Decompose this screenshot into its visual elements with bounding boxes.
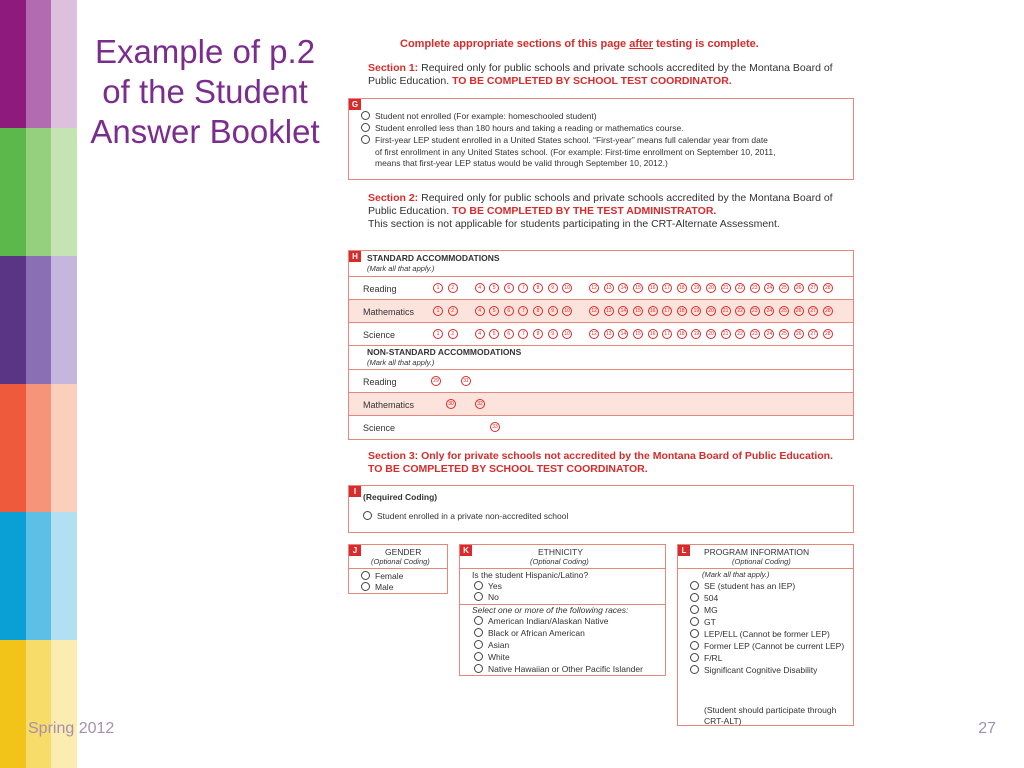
radio-icon[interactable] — [361, 571, 370, 580]
accommodation-bubble[interactable]: 6 — [504, 283, 514, 293]
stripe-cell — [26, 512, 52, 640]
accommodation-row — [349, 322, 853, 345]
scd-note-line-1: (Student should participate through — [704, 705, 837, 715]
box-l-tag: L — [678, 545, 690, 556]
box-h — [348, 250, 854, 440]
accommodation-bubble[interactable]: 1 — [433, 306, 443, 316]
accommodation-bubble[interactable]: 14 — [618, 329, 628, 339]
section-2-label: Section 2: — [368, 192, 419, 204]
divider — [349, 345, 853, 346]
accommodation-bubble[interactable]: 14 — [618, 283, 628, 293]
accommodation-bubble[interactable]: 26 — [794, 283, 804, 293]
box-i — [348, 485, 854, 533]
box-l — [677, 544, 854, 726]
stripe-cell — [26, 256, 52, 384]
accommodation-bubble[interactable]: 1 — [433, 283, 443, 293]
stripe-cell — [51, 640, 77, 768]
accommodation-bubble[interactable]: 13 — [604, 283, 614, 293]
scd-note-line-2: CRT-ALT) — [704, 716, 742, 726]
accommodation-bubble[interactable]: 12 — [589, 329, 599, 339]
hispanic-question: Is the student Hispanic/Latino? — [472, 570, 589, 580]
gender-sub: (Optional Coding) — [371, 557, 430, 566]
row-label: Reading — [363, 377, 397, 387]
standard-accommodations-title: STANDARD ACCOMMODATIONS — [367, 253, 500, 263]
box-i-title: (Required Coding) — [363, 492, 438, 502]
accommodation-bubble[interactable]: 5 — [489, 329, 499, 339]
stripe-cell — [51, 128, 77, 256]
box-k — [459, 544, 666, 676]
gender-title: GENDER — [385, 547, 422, 557]
accommodation-bubble[interactable]: 9 — [548, 283, 558, 293]
program-option[interactable]: Former LEP (Cannot be current LEP) — [690, 641, 844, 652]
checkbox-circle-icon[interactable] — [690, 617, 699, 626]
box-k-tag: K — [460, 545, 472, 556]
accommodation-bubble[interactable]: 2 — [448, 283, 458, 293]
row-label: Science — [363, 330, 396, 340]
program-option[interactable]: GT — [690, 617, 716, 628]
radio-icon[interactable] — [363, 511, 372, 520]
accommodation-bubble[interactable]: 9 — [548, 329, 558, 339]
box-g-option-3-line-2: of first enrollment in any United States school. (For example: First-time enrollment on September 10, 2011, — [375, 147, 776, 157]
race-option[interactable]: Native Hawaiian or Other Pacific Islander — [474, 664, 643, 675]
ethnicity-sub: (Optional Coding) — [530, 557, 589, 566]
divider — [349, 568, 447, 569]
accommodation-bubble[interactable]: 25 — [779, 283, 789, 293]
accommodation-bubble[interactable]: 28 — [823, 329, 833, 339]
accommodation-bubble[interactable]: 1 — [433, 329, 443, 339]
stripe-cell — [0, 128, 26, 256]
box-i-option[interactable]: Student enrolled in a private non-accredited school — [363, 511, 568, 522]
box-g-tag: G — [349, 99, 361, 110]
accommodation-bubble[interactable]: 14 — [618, 306, 628, 316]
divider — [678, 568, 853, 569]
stripe-cell — [51, 384, 77, 512]
stripe-cell — [26, 0, 52, 128]
accommodation-bubble[interactable]: 13 — [604, 306, 614, 316]
accommodation-row — [349, 276, 853, 299]
accommodation-bubble[interactable]: 15 — [633, 329, 643, 339]
row-label: Reading — [363, 284, 397, 294]
checkbox-circle-icon[interactable] — [474, 652, 483, 661]
checkbox-circle-icon[interactable] — [690, 641, 699, 650]
checkbox-circle-icon[interactable] — [690, 605, 699, 614]
box-g — [348, 98, 854, 180]
accommodation-bubble[interactable]: 23 — [750, 306, 760, 316]
form-top-title — [400, 38, 759, 50]
accommodation-bubble[interactable]: 16 — [648, 329, 658, 339]
accommodation-bubble[interactable]: 13 — [604, 329, 614, 339]
section-2-text — [368, 192, 848, 231]
race-option[interactable]: Black or African American — [474, 628, 585, 639]
program-option[interactable]: LEP/ELL (Cannot be former LEP) — [690, 629, 830, 640]
race-option[interactable]: American Indian/Alaskan Native — [474, 616, 608, 627]
stripe-cell — [0, 640, 26, 768]
accommodation-bubble[interactable]: 19 — [691, 329, 701, 339]
color-stripes — [0, 0, 77, 768]
section-2-body: Required only for public schools and private schools accredited by the Montana Board of Public Education. — [368, 192, 833, 217]
accommodation-bubble[interactable]: 4 — [475, 306, 485, 316]
accommodation-bubble[interactable]: 27 — [808, 329, 818, 339]
slide-title: Example of p.2 of the Student Answer Booklet — [90, 33, 320, 150]
accommodation-bubble[interactable]: 17 — [662, 329, 672, 339]
accommodation-bubble[interactable]: 8 — [533, 283, 543, 293]
box-g-option-3-line-3: means that first-year LEP status would be valid through September 10, 2012.) — [375, 158, 668, 168]
box-h-tag: H — [349, 251, 361, 262]
accommodation-bubble[interactable]: 18 — [677, 329, 687, 339]
accommodation-bubble[interactable]: 19 — [691, 306, 701, 316]
box-g-option-3[interactable]: First-year LEP student enrolled in a United States school. “First-year” means full calendar year from date — [361, 135, 768, 146]
accommodation-bubble[interactable]: 26 — [794, 329, 804, 339]
stripe-cell — [0, 256, 26, 384]
accommodation-bubble[interactable]: 18 — [677, 283, 687, 293]
nonstandard-bubble[interactable]: 33 — [490, 422, 500, 432]
accommodation-bubble[interactable]: 22 — [735, 283, 745, 293]
accommodation-bubble[interactable]: 21 — [721, 283, 731, 293]
stripe-column — [51, 0, 77, 768]
program-option[interactable]: 504 — [690, 593, 718, 604]
page-number: 27 — [978, 720, 996, 737]
nonstandard-accommodations-title: NON-STANDARD ACCOMMODATIONS — [367, 347, 522, 357]
accommodation-bubble[interactable]: 20 — [706, 306, 716, 316]
race-option[interactable]: Asian — [474, 640, 509, 651]
accommodation-bubble[interactable]: 23 — [750, 283, 760, 293]
stripe-cell — [51, 512, 77, 640]
checkbox-circle-icon[interactable] — [474, 664, 483, 673]
box-j — [348, 544, 448, 594]
accommodation-bubble[interactable]: 12 — [589, 306, 599, 316]
checkbox-circle-icon[interactable] — [474, 640, 483, 649]
stripe-cell — [0, 0, 26, 128]
checkbox-circle-icon[interactable] — [474, 616, 483, 625]
accommodation-bubble[interactable]: 7 — [518, 329, 528, 339]
nonstandard-row — [349, 392, 853, 415]
radio-icon[interactable] — [361, 135, 370, 144]
accommodation-bubble[interactable]: 26 — [794, 306, 804, 316]
radio-icon[interactable] — [474, 592, 483, 601]
stripe-cell — [26, 640, 52, 768]
top-title-emphasis: after — [629, 38, 654, 50]
nonstandard-row — [349, 369, 853, 392]
divider — [460, 568, 665, 569]
box-g-option-1[interactable]: Student not enrolled (For example: homeschooled student) — [361, 111, 597, 122]
checkbox-circle-icon[interactable] — [690, 665, 699, 674]
accommodation-bubble[interactable]: 10 — [562, 306, 572, 316]
nonstandard-bubble[interactable]: 29 — [431, 376, 441, 386]
accommodation-bubble[interactable]: 2 — [448, 306, 458, 316]
accommodation-bubble[interactable]: 28 — [823, 306, 833, 316]
accommodation-row — [349, 299, 853, 322]
accommodation-bubble[interactable]: 20 — [706, 329, 716, 339]
accommodation-bubble[interactable]: 22 — [735, 306, 745, 316]
accommodation-bubble[interactable]: 5 — [489, 283, 499, 293]
nonstandard-accommodations-sub: (Mark all that apply.) — [367, 358, 435, 367]
box-i-tag: I — [349, 486, 361, 497]
accommodation-bubble[interactable]: 24 — [764, 283, 774, 293]
row-label: Mathematics — [363, 400, 415, 410]
accommodation-bubble[interactable]: 27 — [808, 306, 818, 316]
stripe-cell — [51, 0, 77, 128]
accommodation-bubble[interactable]: 28 — [823, 283, 833, 293]
nonstandard-bubble[interactable]: 31 — [461, 376, 471, 386]
accommodation-bubble[interactable]: 27 — [808, 283, 818, 293]
accommodation-bubble[interactable]: 25 — [779, 306, 789, 316]
accommodation-bubble[interactable]: 20 — [706, 283, 716, 293]
accommodation-bubble[interactable]: 6 — [504, 329, 514, 339]
accommodation-bubble[interactable]: 16 — [648, 306, 658, 316]
nonstandard-bubble[interactable]: 32 — [475, 399, 485, 409]
program-option[interactable]: SE (student has an IEP) — [690, 581, 795, 592]
section-1-label: Section 1: — [368, 62, 419, 74]
section-2-note: This section is not applicable for students participating in the CRT-Alternate Assessment. — [368, 218, 780, 230]
answer-booklet-page — [340, 30, 860, 726]
program-option[interactable]: Significant Cognitive Disability — [690, 665, 817, 676]
accommodation-bubble[interactable]: 2 — [448, 329, 458, 339]
accommodation-bubble[interactable]: 16 — [648, 283, 658, 293]
section-1-emphasis: TO BE COMPLETED BY SCHOOL TEST COORDINATOR. — [452, 75, 732, 87]
accommodation-bubble[interactable]: 17 — [662, 283, 672, 293]
accommodation-bubble[interactable]: 25 — [779, 329, 789, 339]
accommodation-bubble[interactable]: 21 — [721, 306, 731, 316]
checkbox-circle-icon[interactable] — [474, 628, 483, 637]
accommodation-bubble[interactable]: 8 — [533, 306, 543, 316]
checkbox-circle-icon[interactable] — [690, 629, 699, 638]
accommodation-bubble[interactable]: 4 — [475, 329, 485, 339]
accommodation-bubble[interactable]: 23 — [750, 329, 760, 339]
ethnicity-title: ETHNICITY — [538, 547, 583, 557]
radio-icon[interactable] — [361, 111, 370, 120]
accommodation-bubble[interactable]: 24 — [764, 306, 774, 316]
accommodation-bubble[interactable]: 15 — [633, 283, 643, 293]
radio-icon[interactable] — [474, 581, 483, 590]
accommodation-bubble[interactable]: 8 — [533, 329, 543, 339]
race-option[interactable]: White — [474, 652, 510, 663]
program-option[interactable]: F/RL — [690, 653, 722, 664]
accommodation-bubble[interactable]: 12 — [589, 283, 599, 293]
accommodation-bubble[interactable]: 10 — [562, 329, 572, 339]
radio-icon[interactable] — [361, 123, 370, 132]
row-label: Mathematics — [363, 307, 415, 317]
accommodation-bubble[interactable]: 4 — [475, 283, 485, 293]
hispanic-yes[interactable]: Yes — [474, 581, 502, 592]
section-1-text — [368, 62, 848, 88]
nonstandard-row — [349, 415, 853, 438]
section-3-text: Section 3: Only for private schools not accredited by the Montana Board of Public Education. TO BE COMPLETED BY SCHOOL TEST COORDINATOR. — [368, 450, 833, 475]
row-label: Science — [363, 423, 396, 433]
top-title-text: Complete appropriate sections of this page — [400, 38, 627, 50]
races-prompt: Select one or more of the following races: — [472, 605, 629, 615]
accommodation-bubble[interactable]: 22 — [735, 329, 745, 339]
stripe-cell — [0, 512, 26, 640]
section-1-body: Required only for public schools and private schools accredited by the Montana Board of Public Education. — [368, 62, 833, 87]
gender-female[interactable]: Female — [361, 571, 403, 582]
standard-accommodations-sub: (Mark all that apply.) — [367, 264, 435, 273]
accommodation-bubble[interactable]: 24 — [764, 329, 774, 339]
stripe-cell — [26, 384, 52, 512]
accommodation-bubble[interactable]: 7 — [518, 283, 528, 293]
program-info-title: PROGRAM INFORMATION — [704, 547, 810, 557]
accommodation-bubble[interactable]: 9 — [548, 306, 558, 316]
stripe-cell — [51, 256, 77, 384]
accommodation-bubble[interactable]: 7 — [518, 306, 528, 316]
nonstandard-bubble[interactable]: 30 — [446, 399, 456, 409]
accommodation-bubble[interactable]: 17 — [662, 306, 672, 316]
accommodation-bubble[interactable]: 21 — [721, 329, 731, 339]
checkbox-circle-icon[interactable] — [690, 581, 699, 590]
accommodation-bubble[interactable]: 18 — [677, 306, 687, 316]
hispanic-no[interactable]: No — [474, 592, 499, 603]
accommodation-bubble[interactable]: 19 — [691, 283, 701, 293]
accommodation-bubble[interactable]: 6 — [504, 306, 514, 316]
box-g-option-2[interactable]: Student enrolled less than 180 hours and taking a reading or mathematics course. — [361, 123, 684, 134]
stripe-cell — [26, 128, 52, 256]
radio-icon[interactable] — [361, 582, 370, 591]
program-info-sub: (Optional Coding) — [732, 557, 791, 566]
checkbox-circle-icon[interactable] — [690, 593, 699, 602]
program-info-prompt: (Mark all that apply.) — [702, 570, 770, 579]
accommodation-bubble[interactable]: 15 — [633, 306, 643, 316]
stripe-column — [26, 0, 52, 768]
footer-date: Spring 2012 — [28, 720, 115, 737]
box-j-tag: J — [349, 545, 361, 556]
accommodation-bubble[interactable]: 10 — [562, 283, 572, 293]
gender-male[interactable]: Male — [361, 582, 393, 593]
stripe-column — [0, 0, 26, 768]
stripe-cell — [0, 384, 26, 512]
checkbox-circle-icon[interactable] — [690, 653, 699, 662]
program-option[interactable]: MG — [690, 605, 718, 616]
section-2-emphasis: TO BE COMPLETED BY THE TEST ADMINISTRATOR. — [452, 205, 717, 217]
accommodation-bubble[interactable]: 5 — [489, 306, 499, 316]
top-title-text-end: testing is complete. — [656, 38, 759, 50]
